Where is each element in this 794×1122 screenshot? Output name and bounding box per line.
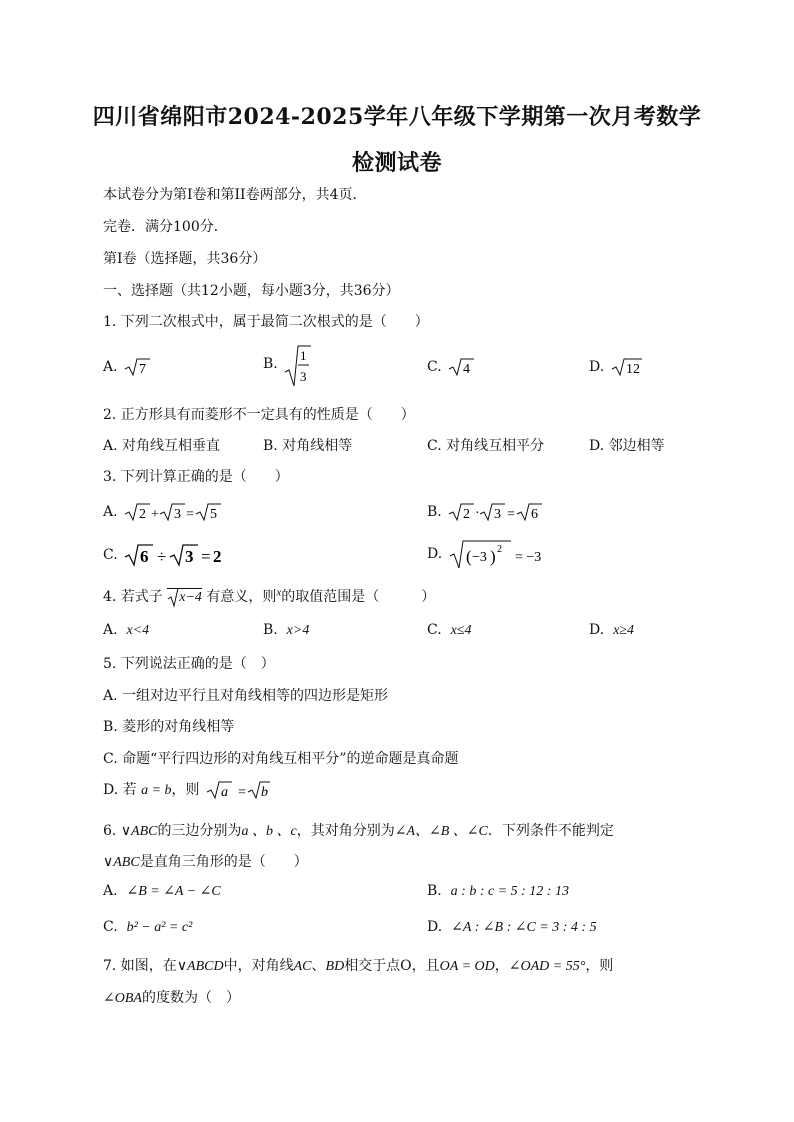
svg-text:): ) bbox=[489, 547, 496, 566]
question-1-stem: 1. 下列二次根式中，属于最简二次根式的是（ ） bbox=[103, 314, 429, 330]
question-4-stem: 4. 若式子 x−4 有意义，则$^x$的取值范围是（ ） bbox=[103, 586, 436, 605]
question-7-stem-line1: 7. 如图，在∨ABCD中，对角线AC、BD相交于点O，且OA = OD，∠OAD = 55°，则 bbox=[103, 958, 614, 974]
q2-option-b: B. 对角线相等 bbox=[263, 438, 353, 454]
q4-radical: x−4 bbox=[167, 588, 202, 606]
q1-b-expression bbox=[282, 344, 312, 388]
q4-option-b: B. x>4 bbox=[263, 622, 310, 638]
q1-option-d: D. 12 bbox=[589, 356, 643, 378]
q1-option-a: A. 7 bbox=[103, 356, 152, 378]
exam-title-line2: 检测试卷 bbox=[351, 150, 442, 176]
q2-option-a: A. 对角线互相垂直 bbox=[103, 438, 221, 454]
q4-option-d: D. x≥4 bbox=[589, 622, 634, 638]
q4-option-a: A. x<4 bbox=[103, 622, 150, 638]
q3-option-d: D. ( −3 ) 2 = −3 bbox=[427, 538, 557, 570]
svg-text:+: + bbox=[151, 507, 159, 522]
question-3-stem: 3. 下列计算正确的是（ ） bbox=[103, 469, 289, 485]
svg-text:3: 3 bbox=[185, 547, 194, 566]
q1-a-expression bbox=[122, 356, 152, 378]
q1-c-expression bbox=[446, 356, 476, 378]
q2-option-d: D. 邻边相等 bbox=[589, 438, 665, 454]
intro-line-1: 本试卷分为第I卷和第II卷两部分，共4页． bbox=[103, 187, 367, 203]
q2-option-c: C. 对角线互相平分 bbox=[427, 438, 545, 454]
svg-text:2: 2 bbox=[139, 507, 147, 522]
section-heading: 一、选择题（共12小题，每小题3分，共36分） bbox=[103, 283, 400, 299]
q6-option-b: B. a : b : c = 5 : 12 : 13 bbox=[427, 883, 569, 899]
svg-text:3: 3 bbox=[300, 369, 307, 384]
question-2-stem: 2. 正方形具有而菱形不一定具有的性质是（ ） bbox=[103, 407, 415, 423]
svg-text:=: = bbox=[186, 507, 194, 522]
svg-text:=: = bbox=[238, 785, 246, 800]
svg-text:=: = bbox=[507, 507, 516, 522]
question-5-stem: 5. 下列说法正确的是（ ） bbox=[103, 656, 275, 672]
q3-a-expression bbox=[122, 501, 222, 523]
q6-option-c: C. b² − a² = c² bbox=[103, 919, 193, 935]
q1-option-b: B. 1 3 bbox=[263, 344, 312, 388]
svg-text:12: 12 bbox=[625, 362, 640, 377]
q3-c-expression bbox=[122, 542, 222, 568]
svg-text:=: = bbox=[201, 547, 211, 566]
question-7-stem-line2: ∠OBA的度数为（ ） bbox=[103, 990, 240, 1006]
svg-text:−3: −3 bbox=[471, 550, 487, 565]
q1-option-c: C. 4 bbox=[427, 356, 476, 378]
q5-option-c: C. 命题“平行四边形的对角线互相平分”的逆命题是真命题 bbox=[103, 751, 459, 767]
intro-line-2: 完卷．满分100分． bbox=[103, 219, 228, 235]
q3-option-a: A. 2 + 3 = 5 bbox=[103, 501, 222, 523]
exam-title-line1: 四川省绵阳市2024-2025学年八年级下学期第一次月考数学 bbox=[92, 104, 702, 130]
svg-text:1: 1 bbox=[300, 348, 307, 363]
q1-d-expression bbox=[609, 356, 643, 378]
svg-text:2: 2 bbox=[463, 507, 471, 522]
q3-option-b: B. 2 · 3 = 6 bbox=[427, 501, 546, 523]
svg-text:4: 4 bbox=[463, 362, 471, 377]
svg-text:(: ( bbox=[465, 547, 472, 566]
q3-option-c: C. 6 ÷ 3 = 2 bbox=[103, 542, 222, 568]
q5-option-a: A. 一组对边平行且对角线相等的四边形是矩形 bbox=[103, 688, 389, 704]
intro-line-3: 第I卷（选择题，共36分） bbox=[103, 251, 267, 267]
q4-option-c: C. x≤4 bbox=[427, 622, 472, 638]
svg-text:2: 2 bbox=[213, 547, 222, 566]
q3-d-expression bbox=[447, 538, 557, 570]
svg-text:6: 6 bbox=[531, 507, 539, 522]
question-6-stem-line2: ∨ABC是直角三角形的是（ ） bbox=[103, 854, 308, 870]
svg-text:6: 6 bbox=[140, 547, 149, 566]
svg-text:3: 3 bbox=[174, 507, 182, 522]
q5-option-d: D. 若 a = b，则 a = b bbox=[103, 779, 270, 801]
q3-b-expression bbox=[446, 501, 546, 523]
svg-text:5: 5 bbox=[210, 507, 218, 522]
svg-text:a: a bbox=[221, 785, 228, 800]
svg-text:÷: ÷ bbox=[157, 547, 167, 566]
svg-text:3: 3 bbox=[494, 507, 502, 522]
q6-option-d: D. ∠A : ∠B : ∠C = 3 : 4 : 5 bbox=[427, 919, 597, 935]
svg-text:7: 7 bbox=[139, 362, 147, 377]
svg-text:·: · bbox=[475, 506, 480, 521]
svg-text:= −3: = −3 bbox=[514, 550, 541, 565]
q6-option-a: A. ∠B = ∠A − ∠C bbox=[103, 883, 221, 899]
svg-text:b: b bbox=[261, 785, 268, 800]
q5-option-b: B. 菱形的对角线相等 bbox=[103, 719, 235, 735]
svg-text:2: 2 bbox=[496, 544, 502, 555]
q5-d-expression bbox=[204, 779, 270, 801]
question-6-stem-line1: 6. ∨ABC的三边分别为a 、b 、c，其对角分别为∠A、∠B 、∠C．下列条件不能判定 bbox=[103, 823, 614, 839]
